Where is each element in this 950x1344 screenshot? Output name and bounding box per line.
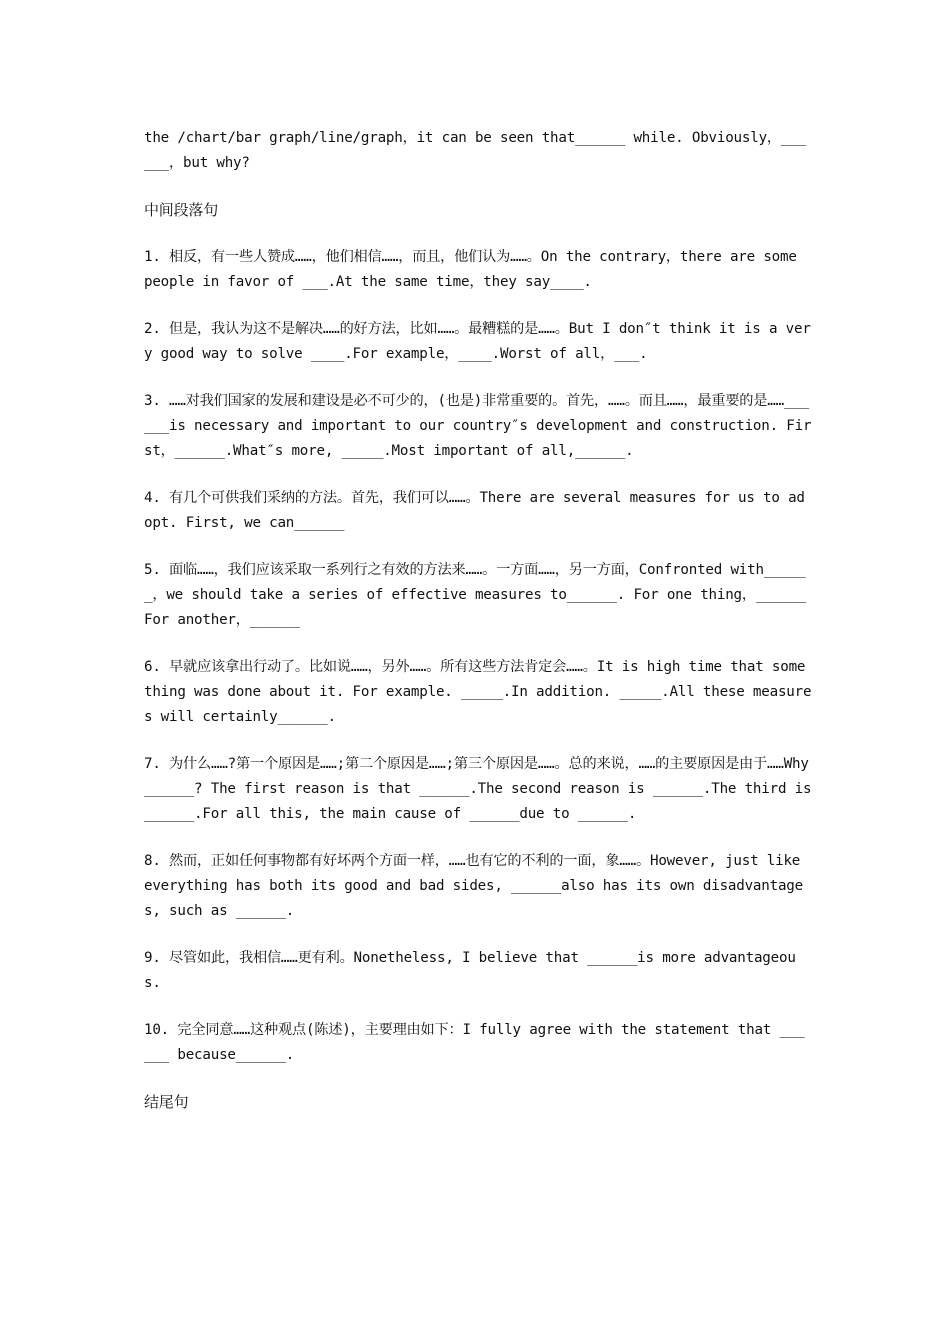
sentence-item-8: 8. 然而，正如任何事物都有好坏两个方面一样，……也有它的不利的一面，象……。However, just like everything has both its good and bad sides, ______also has its own disadvantages, such as ______.	[144, 853, 803, 919]
sentence-item-6: 6. 早就应该拿出行动了。比如说……，另外……。所有这些方法肯定会……。It is high time that something was done about it. For example. _____.In addition. _____.All these measures will certainly______.	[144, 659, 812, 725]
sentence-item-10: 10. 完全同意……这种观点(陈述)，主要理由如下：I fully agree with the statement that ______ because______.	[144, 1022, 805, 1063]
sentence-item-7: 7. 为什么……?第一个原因是……;第二个原因是……;第三个原因是……。总的来说，……的主要原因是由于……Why______? The first reason is that ______.The second reason is ______.The third is ______.For all this, the main cause of ______due to ______.	[144, 756, 812, 822]
sentence-item-9: 9. 尽管如此，我相信……更有利。Nonetheless, I believe that ______is more advantageous.	[144, 950, 796, 991]
section-heading-middle: 中间段落句	[144, 201, 219, 219]
sentence-item-1: 1. 相反，有一些人赞成……，他们相信……，而且，他们认为……。On the contrary，there are some people in favor of ___.At the same time，they say____.	[144, 249, 797, 290]
sentence-item-4: 4. 有几个可供我们采纳的方法。首先，我们可以……。There are several measures for us to adopt. First, we can______	[144, 490, 805, 531]
sentence-item-2: 2. 但是，我认为这不是解决……的好方法，比如……。最糟糕的是……。But I don″t think it is a very good way to solve ____.For example，____.Worst of all，___.	[144, 321, 811, 362]
intro-paragraph: the /chart/bar graph/line/graph，it can be seen that______ while. Obviously，______，but why?	[144, 130, 806, 171]
sentence-item-3: 3. ……对我们国家的发展和建设是必不可少的，(也是)非常重要的。首先，……。而且……，最重要的是……______is necessary and important to our country″s development and construction. First，______.What″s more, _____.Most important of all,______.	[144, 393, 812, 459]
sentence-item-5: 5. 面临……，我们应该采取一系列行之有效的方法来……。一方面……，另一方面，Confronted with______，we should take a series of effective measures to______. For one thing，______For another，______	[144, 562, 806, 628]
section-heading-end: 结尾句	[144, 1093, 189, 1111]
document-page	[144, 126, 812, 1137]
